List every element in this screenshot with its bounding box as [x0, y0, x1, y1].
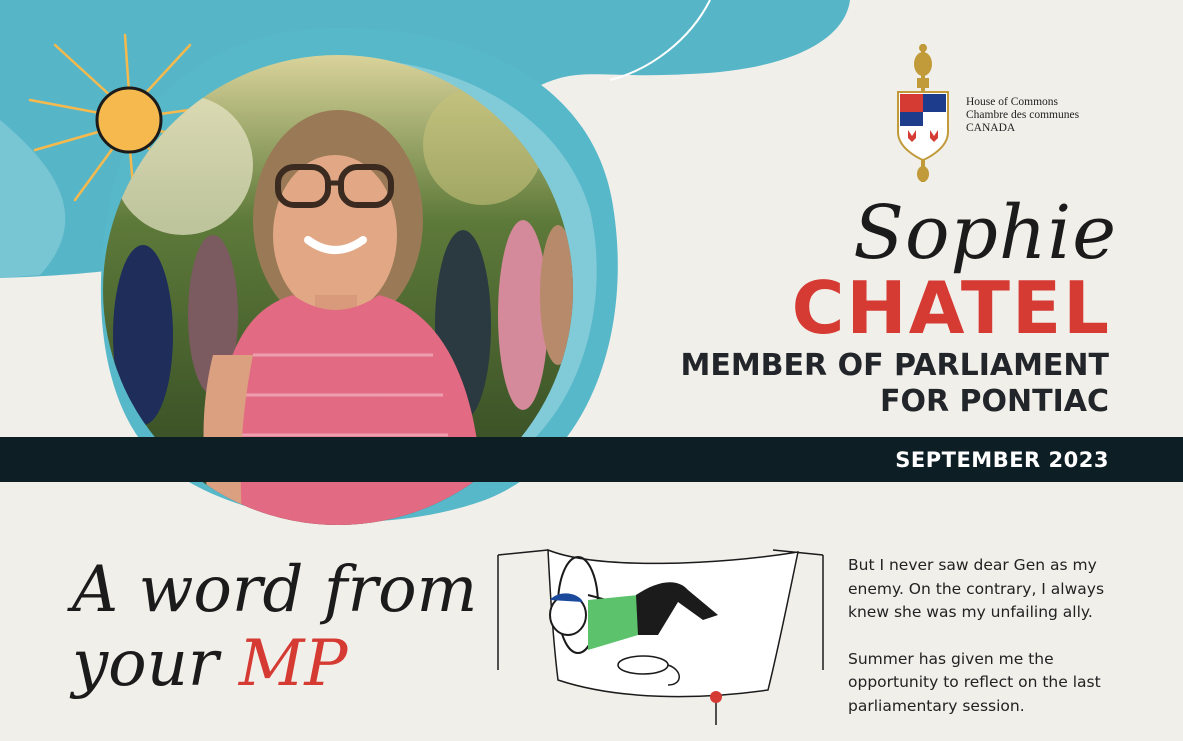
newsletter-date: SEPTEMBER 2023: [895, 448, 1109, 472]
institution-line-country: CANADA: [966, 122, 1016, 134]
body-text: [848, 554, 1148, 741]
section-heading-your: your: [72, 627, 219, 701]
hammock-illustration: [488, 540, 833, 730]
mp-first-name: Sophie: [853, 190, 1117, 276]
mp-title-line-1: MEMBER OF PARLIAMENT: [680, 348, 1109, 383]
house-of-commons-crest-icon: [893, 42, 953, 184]
section-heading-line-1: A word from: [72, 553, 478, 627]
institution-line-french: Chambre des communes: [966, 109, 1080, 121]
section-heading-line-2: [72, 627, 477, 701]
body-paragraph-1: But I never saw dear Gen as my enemy. On the contrary, I always knew she was my unfailing ally.: [848, 556, 1105, 621]
section-heading-mp: MP: [238, 627, 348, 701]
mp-title: [680, 348, 1109, 420]
body-paragraph-2: Summer has given me the opportunity to reflect on the last parliamentary session.: [848, 649, 1101, 715]
institution-line-english: House of Commons: [966, 96, 1058, 108]
mp-last-name: CHATEL: [791, 266, 1111, 350]
mp-title-line-2: FOR PONTIAC: [880, 384, 1109, 419]
section-heading: [72, 553, 477, 701]
institution-name: [966, 96, 1079, 135]
